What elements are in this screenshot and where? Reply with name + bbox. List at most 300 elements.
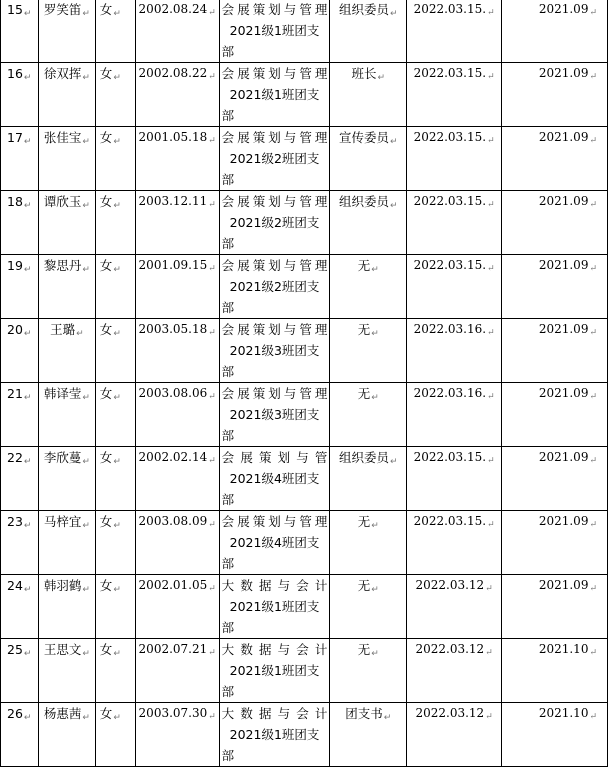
- table-row: [1, 0, 608, 63]
- organization-line-1: 会展策划与管理: [221, 2, 328, 17]
- paragraph-mark-icon: ↵: [23, 585, 32, 595]
- cell-join-date: [407, 191, 502, 255]
- cell-position: [330, 447, 407, 511]
- cell-name-text: 张佳宝: [43, 130, 82, 145]
- organization-line-1: 大数据与会计: [221, 578, 328, 593]
- cell-enrollment-text: 2021.09: [538, 578, 589, 592]
- paragraph-mark-icon: ↵: [23, 265, 32, 275]
- table-row: [1, 639, 608, 703]
- cell-number: [1, 0, 39, 63]
- paragraph-mark-icon: ↵: [82, 585, 90, 595]
- cell-gender-text: 女: [99, 386, 113, 401]
- cell-position-text: 无: [357, 258, 371, 273]
- organization-line-2: 2021级3班团支: [229, 407, 320, 422]
- paragraph-mark-icon: ↵: [487, 72, 495, 82]
- cell-join-date-text: 2022.03.16.: [413, 322, 487, 336]
- cell-enrollment-text: 2021.09: [538, 514, 589, 528]
- organization-line-2: 2021级4班团支: [229, 535, 320, 550]
- paragraph-mark-icon: ↵: [589, 520, 597, 530]
- organization-line-3: 部: [221, 300, 235, 315]
- organization-line-2: 2021级4班团支: [229, 471, 320, 486]
- cell-gender-text: 女: [99, 130, 113, 145]
- organization-line-1: 会展策划与管理: [221, 386, 328, 401]
- cell-position-text: 无: [357, 514, 371, 529]
- organization-line-3: 部: [221, 108, 235, 123]
- cell-enrollment: [502, 191, 608, 255]
- paragraph-mark-icon: ↵: [23, 137, 32, 147]
- paragraph-mark-icon: ↵: [377, 73, 386, 83]
- paragraph-mark-icon: ↵: [82, 9, 90, 19]
- cell-position-text: 班长: [351, 66, 377, 81]
- cell-gender: [95, 639, 135, 703]
- cell-birth-date: [135, 0, 219, 63]
- cell-join-date: [407, 63, 502, 127]
- paragraph-mark-icon: ↵: [82, 265, 90, 275]
- organization-line-3: 部: [221, 684, 235, 699]
- paragraph-mark-icon: ↵: [113, 329, 121, 339]
- paragraph-mark-icon: ↵: [589, 328, 597, 338]
- organization-line-2: 2021级1班团支: [229, 727, 320, 742]
- cell-gender-text: 女: [99, 2, 113, 17]
- cell-name: [38, 127, 95, 191]
- cell-join-date: [407, 639, 502, 703]
- cell-join-date-text: 2022.03.15.: [413, 194, 487, 208]
- paragraph-mark-icon: ↵: [371, 649, 379, 659]
- paragraph-mark-icon: ↵: [487, 328, 495, 338]
- cell-number-text: 23: [7, 514, 23, 529]
- cell-birth-date-text: 2001.05.18: [138, 130, 208, 144]
- cell-name: [38, 639, 95, 703]
- organization-line-3: 部: [221, 620, 235, 635]
- cell-number-text: 17: [7, 130, 23, 145]
- table-row: [1, 511, 608, 575]
- paragraph-mark-icon: ↵: [113, 137, 121, 147]
- cell-position-text: 组织委员: [338, 450, 389, 465]
- cell-birth-date-text: 2002.08.22: [138, 66, 208, 80]
- cell-join-date: [407, 255, 502, 319]
- paragraph-mark-icon: ↵: [487, 392, 495, 402]
- organization-line-2: 2021级2班团支: [229, 151, 320, 166]
- cell-birth-date-text: 2002.02.14: [138, 450, 208, 464]
- cell-join-date: [407, 575, 502, 639]
- organization-line-1: 会展策划与管理: [221, 194, 328, 209]
- table-row: [1, 383, 608, 447]
- cell-join-date: [407, 511, 502, 575]
- cell-enrollment-text: 2021.09: [538, 322, 589, 336]
- cell-number-text: 24: [7, 578, 23, 593]
- cell-position-text: 组织委员: [338, 194, 389, 209]
- paragraph-mark-icon: ↵: [76, 329, 84, 339]
- cell-name-text: 谭欣玉: [43, 194, 82, 209]
- cell-join-date-text: 2022.03.12: [415, 706, 485, 720]
- paragraph-mark-icon: ↵: [208, 72, 216, 82]
- paragraph-mark-icon: ↵: [82, 73, 90, 83]
- cell-organization: [219, 255, 330, 319]
- cell-position-text: 团支书: [345, 706, 383, 721]
- cell-birth-date: [135, 127, 219, 191]
- cell-organization: [219, 639, 330, 703]
- paragraph-mark-icon: ↵: [23, 201, 32, 211]
- cell-join-date-text: 2022.03.16.: [413, 386, 487, 400]
- organization-line-1: 会展策划与管理: [221, 258, 328, 273]
- cell-number: [1, 447, 39, 511]
- paragraph-mark-icon: ↵: [371, 585, 379, 595]
- paragraph-mark-icon: ↵: [487, 520, 495, 530]
- paragraph-mark-icon: ↵: [208, 328, 216, 338]
- cell-enrollment: [502, 127, 608, 191]
- member-table-body: [1, 0, 608, 767]
- cell-join-date-text: 2022.03.12: [415, 578, 485, 592]
- cell-position: [330, 0, 407, 63]
- paragraph-mark-icon: ↵: [589, 264, 597, 274]
- cell-birth-date: [135, 703, 219, 767]
- cell-name-text: 王璐: [50, 322, 76, 337]
- paragraph-mark-icon: ↵: [113, 73, 121, 83]
- cell-position: [330, 63, 407, 127]
- paragraph-mark-icon: ↵: [113, 9, 121, 19]
- cell-join-date: [407, 127, 502, 191]
- cell-name-text: 徐双挥: [43, 66, 82, 81]
- cell-birth-date: [135, 383, 219, 447]
- table-row: [1, 127, 608, 191]
- paragraph-mark-icon: ↵: [371, 521, 379, 531]
- cell-join-date-text: 2022.03.15.: [413, 258, 487, 272]
- paragraph-mark-icon: ↵: [487, 136, 495, 146]
- cell-birth-date-text: 2003.12.11: [138, 194, 208, 208]
- paragraph-mark-icon: ↵: [589, 648, 597, 658]
- cell-gender: [95, 255, 135, 319]
- cell-number: [1, 383, 39, 447]
- paragraph-mark-icon: ↵: [589, 392, 597, 402]
- organization-line-3: 部: [221, 236, 235, 251]
- cell-join-date-text: 2022.03.12: [415, 642, 485, 656]
- cell-organization: [219, 319, 330, 383]
- paragraph-mark-icon: ↵: [208, 200, 216, 210]
- cell-name: [38, 63, 95, 127]
- paragraph-mark-icon: ↵: [82, 713, 90, 723]
- cell-birth-date: [135, 255, 219, 319]
- paragraph-mark-icon: ↵: [82, 201, 90, 211]
- cell-enrollment: [502, 511, 608, 575]
- cell-birth-date: [135, 511, 219, 575]
- paragraph-mark-icon: ↵: [390, 9, 398, 19]
- cell-number: [1, 63, 39, 127]
- paragraph-mark-icon: ↵: [113, 649, 121, 659]
- organization-line-3: 部: [221, 556, 235, 571]
- cell-position-text: 无: [357, 322, 371, 337]
- cell-name: [38, 319, 95, 383]
- paragraph-mark-icon: ↵: [23, 73, 32, 83]
- cell-position: [330, 319, 407, 383]
- cell-birth-date-text: 2002.01.05: [138, 578, 208, 592]
- cell-gender-text: 女: [99, 578, 113, 593]
- cell-birth-date-text: 2003.08.06: [138, 386, 208, 400]
- cell-join-date-text: 2022.03.15.: [413, 2, 487, 16]
- paragraph-mark-icon: ↵: [113, 585, 121, 595]
- cell-name: [38, 0, 95, 63]
- cell-position: [330, 383, 407, 447]
- cell-number-text: 21: [7, 386, 23, 401]
- cell-position-text: 组织委员: [338, 2, 389, 17]
- organization-line-1: 大数据与会计: [221, 642, 328, 657]
- paragraph-mark-icon: ↵: [113, 265, 121, 275]
- paragraph-mark-icon: ↵: [23, 713, 32, 723]
- cell-number-text: 19: [7, 258, 23, 273]
- paragraph-mark-icon: ↵: [589, 584, 597, 594]
- cell-name-text: 王思文: [43, 642, 82, 657]
- organization-line-2: 2021级2班团支: [229, 215, 320, 230]
- cell-number: [1, 255, 39, 319]
- organization-line-2: 2021级1班团支: [229, 23, 320, 38]
- paragraph-mark-icon: ↵: [589, 8, 597, 18]
- paragraph-mark-icon: ↵: [208, 392, 216, 402]
- cell-position: [330, 575, 407, 639]
- paragraph-mark-icon: ↵: [487, 456, 495, 466]
- cell-join-date: [407, 383, 502, 447]
- cell-position-text: 无: [357, 578, 371, 593]
- paragraph-mark-icon: ↵: [113, 521, 121, 531]
- cell-number-text: 25: [7, 642, 23, 657]
- cell-join-date-text: 2022.03.15.: [413, 66, 487, 80]
- cell-gender: [95, 319, 135, 383]
- organization-line-2: 2021级3班团支: [229, 343, 320, 358]
- cell-gender: [95, 447, 135, 511]
- cell-gender-text: 女: [99, 194, 113, 209]
- cell-position: [330, 703, 407, 767]
- cell-number: [1, 575, 39, 639]
- cell-position: [330, 639, 407, 703]
- cell-enrollment: [502, 383, 608, 447]
- paragraph-mark-icon: ↵: [82, 649, 90, 659]
- cell-join-date: [407, 319, 502, 383]
- organization-line-2: 2021级1班团支: [229, 87, 320, 102]
- cell-number: [1, 703, 39, 767]
- cell-enrollment: [502, 639, 608, 703]
- cell-enrollment: [502, 575, 608, 639]
- paragraph-mark-icon: ↵: [208, 648, 216, 658]
- cell-birth-date-text: 2003.08.09: [138, 514, 208, 528]
- paragraph-mark-icon: ↵: [23, 329, 32, 339]
- cell-number-text: 26: [7, 706, 23, 721]
- paragraph-mark-icon: ↵: [485, 712, 493, 722]
- organization-line-3: 部: [221, 364, 235, 379]
- cell-name: [38, 511, 95, 575]
- cell-organization: [219, 383, 330, 447]
- cell-gender-text: 女: [99, 450, 113, 465]
- organization-line-3: 部: [221, 492, 235, 507]
- paragraph-mark-icon: ↵: [23, 457, 32, 467]
- paragraph-mark-icon: ↵: [589, 136, 597, 146]
- cell-birth-date-text: 2003.05.18: [138, 322, 208, 336]
- cell-enrollment-text: 2021.09: [538, 130, 589, 144]
- cell-gender: [95, 575, 135, 639]
- paragraph-mark-icon: ↵: [371, 393, 379, 403]
- table-row: [1, 575, 608, 639]
- cell-enrollment: [502, 703, 608, 767]
- paragraph-mark-icon: ↵: [589, 200, 597, 210]
- cell-birth-date: [135, 319, 219, 383]
- organization-line-1: 会展策划与管: [221, 450, 328, 465]
- cell-name: [38, 255, 95, 319]
- cell-gender: [95, 383, 135, 447]
- paragraph-mark-icon: ↵: [383, 713, 392, 723]
- cell-organization: [219, 0, 330, 63]
- cell-name-text: 杨惠茜: [43, 706, 82, 721]
- paragraph-mark-icon: ↵: [371, 265, 379, 275]
- cell-gender: [95, 127, 135, 191]
- cell-name-text: 黎思丹: [43, 258, 82, 273]
- table-row: [1, 191, 608, 255]
- cell-organization: [219, 191, 330, 255]
- cell-name: [38, 191, 95, 255]
- paragraph-mark-icon: ↵: [487, 8, 495, 18]
- cell-number: [1, 319, 39, 383]
- cell-position-text: 无: [357, 642, 371, 657]
- cell-enrollment: [502, 0, 608, 63]
- cell-name-text: 罗笑笛: [43, 2, 82, 17]
- cell-join-date-text: 2022.03.15.: [413, 514, 487, 528]
- table-row: [1, 63, 608, 127]
- cell-gender-text: 女: [99, 66, 113, 81]
- organization-line-2: 2021级1班团支: [229, 663, 320, 678]
- paragraph-mark-icon: ↵: [23, 649, 32, 659]
- cell-join-date: [407, 447, 502, 511]
- table-row: [1, 255, 608, 319]
- cell-name: [38, 575, 95, 639]
- paragraph-mark-icon: ↵: [82, 457, 90, 467]
- cell-enrollment-text: 2021.10: [538, 706, 589, 720]
- paragraph-mark-icon: ↵: [113, 201, 121, 211]
- paragraph-mark-icon: ↵: [371, 329, 379, 339]
- cell-number-text: 18: [7, 194, 23, 209]
- cell-birth-date: [135, 447, 219, 511]
- cell-gender-text: 女: [99, 258, 113, 273]
- cell-enrollment: [502, 319, 608, 383]
- cell-name: [38, 447, 95, 511]
- organization-line-1: 会展策划与管理: [221, 322, 328, 337]
- cell-join-date: [407, 703, 502, 767]
- paragraph-mark-icon: ↵: [113, 393, 121, 403]
- organization-line-2: 2021级2班团支: [229, 279, 320, 294]
- cell-number-text: 15: [7, 2, 23, 17]
- organization-line-1: 大数据与会计: [221, 706, 328, 721]
- cell-name: [38, 703, 95, 767]
- cell-organization: [219, 63, 330, 127]
- cell-name-text: 李欣蔓: [43, 450, 82, 465]
- paragraph-mark-icon: ↵: [390, 457, 398, 467]
- paragraph-mark-icon: ↵: [113, 457, 121, 467]
- cell-join-date-text: 2022.03.15.: [413, 130, 487, 144]
- cell-organization: [219, 511, 330, 575]
- cell-join-date-text: 2022.03.15.: [413, 450, 487, 464]
- organization-line-3: 部: [221, 748, 235, 763]
- cell-enrollment: [502, 63, 608, 127]
- cell-birth-date-text: 2003.07.30: [138, 706, 208, 720]
- paragraph-mark-icon: ↵: [82, 137, 90, 147]
- paragraph-mark-icon: ↵: [589, 712, 597, 722]
- organization-line-3: 部: [221, 428, 235, 443]
- cell-number-text: 20: [7, 322, 23, 337]
- cell-join-date: [407, 0, 502, 63]
- cell-enrollment-text: 2021.09: [538, 194, 589, 208]
- paragraph-mark-icon: ↵: [485, 648, 493, 658]
- cell-organization: [219, 127, 330, 191]
- table-row: [1, 703, 608, 767]
- cell-enrollment-text: 2021.09: [538, 2, 589, 16]
- paragraph-mark-icon: ↵: [208, 584, 216, 594]
- paragraph-mark-icon: ↵: [23, 393, 32, 403]
- cell-gender: [95, 703, 135, 767]
- table-row: [1, 447, 608, 511]
- cell-enrollment-text: 2021.09: [538, 386, 589, 400]
- cell-name: [38, 383, 95, 447]
- cell-gender: [95, 191, 135, 255]
- paragraph-mark-icon: ↵: [589, 72, 597, 82]
- paragraph-mark-icon: ↵: [82, 521, 90, 531]
- organization-line-1: 会展策划与管理: [221, 130, 328, 145]
- cell-enrollment-text: 2021.09: [538, 450, 589, 464]
- cell-name-text: 韩译莹: [43, 386, 82, 401]
- cell-birth-date: [135, 575, 219, 639]
- paragraph-mark-icon: ↵: [23, 9, 32, 19]
- organization-line-2: 2021级1班团支: [229, 599, 320, 614]
- paragraph-mark-icon: ↵: [113, 713, 121, 723]
- cell-gender-text: 女: [99, 322, 113, 337]
- cell-enrollment-text: 2021.10: [538, 642, 589, 656]
- paragraph-mark-icon: ↵: [208, 264, 216, 274]
- cell-number-text: 22: [7, 450, 23, 465]
- paragraph-mark-icon: ↵: [390, 201, 398, 211]
- cell-organization: [219, 447, 330, 511]
- cell-position-text: 无: [357, 386, 371, 401]
- cell-position: [330, 255, 407, 319]
- cell-name-text: 马梓宜: [43, 514, 82, 529]
- cell-number: [1, 191, 39, 255]
- cell-birth-date: [135, 191, 219, 255]
- paragraph-mark-icon: ↵: [208, 712, 216, 722]
- organization-line-3: 部: [221, 44, 235, 59]
- cell-organization: [219, 575, 330, 639]
- paragraph-mark-icon: ↵: [23, 521, 32, 531]
- cell-birth-date: [135, 639, 219, 703]
- cell-gender-text: 女: [99, 514, 113, 529]
- cell-birth-date-text: 2002.07.21: [138, 642, 208, 656]
- organization-line-1: 会展策划与管理: [221, 66, 328, 81]
- paragraph-mark-icon: ↵: [487, 200, 495, 210]
- cell-enrollment: [502, 447, 608, 511]
- cell-position: [330, 511, 407, 575]
- cell-number: [1, 511, 39, 575]
- cell-gender-text: 女: [99, 706, 113, 721]
- organization-line-1: 会展策划与管理: [221, 514, 328, 529]
- organization-line-3: 部: [221, 172, 235, 187]
- paragraph-mark-icon: ↵: [208, 456, 216, 466]
- cell-gender: [95, 63, 135, 127]
- cell-enrollment-text: 2021.09: [538, 66, 589, 80]
- cell-enrollment-text: 2021.09: [538, 258, 589, 272]
- paragraph-mark-icon: ↵: [390, 137, 398, 147]
- cell-number: [1, 639, 39, 703]
- cell-gender: [95, 0, 135, 63]
- cell-gender: [95, 511, 135, 575]
- paragraph-mark-icon: ↵: [485, 584, 493, 594]
- cell-enrollment: [502, 255, 608, 319]
- cell-name-text: 韩羽鹤: [43, 578, 82, 593]
- paragraph-mark-icon: ↵: [208, 520, 216, 530]
- paragraph-mark-icon: ↵: [82, 393, 90, 403]
- cell-birth-date-text: 2001.09.15: [138, 258, 208, 272]
- cell-number: [1, 127, 39, 191]
